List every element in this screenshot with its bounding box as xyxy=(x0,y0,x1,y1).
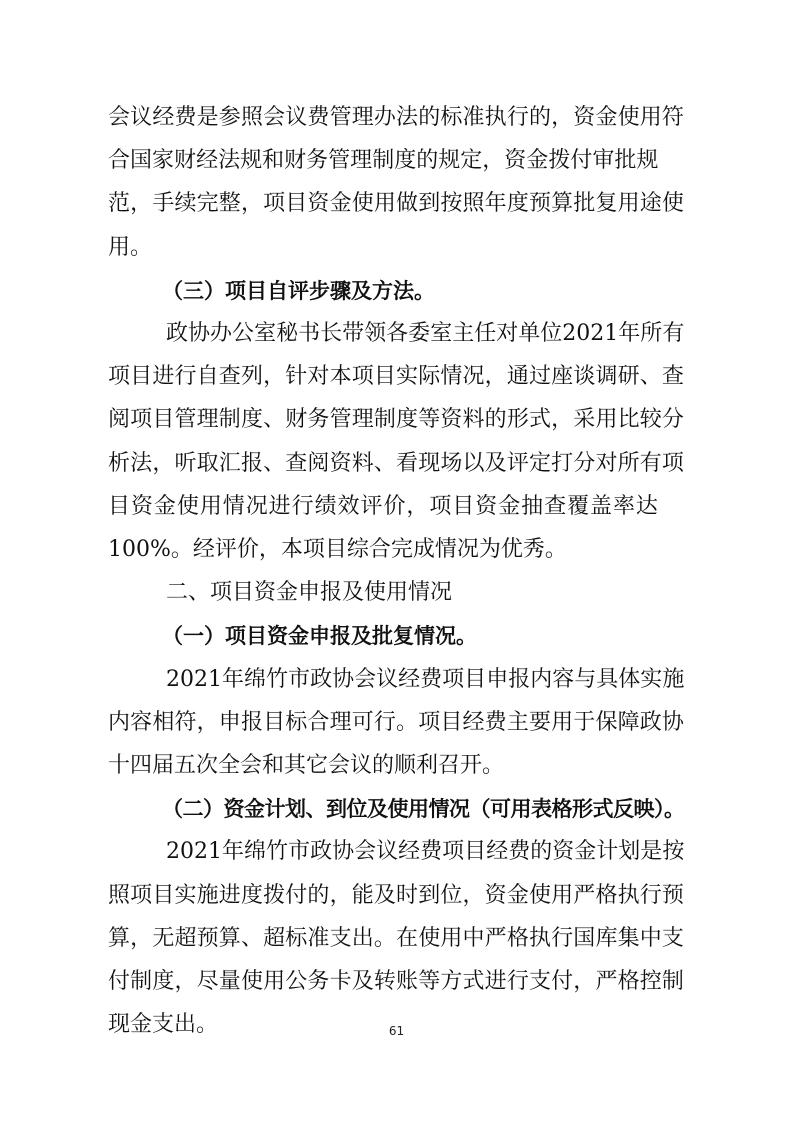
body-text-line: 内 容 相 符 ， 申 报 目 标 合 理 可 行 。 项 目 经 费 主 要 用 于 保 障 政 协 xyxy=(108,710,684,735)
body-text-line: 析 法 ， 听 取 汇 报 、 查 阅 资 料 、 看 现 场 以 及 评 定 打 分 对 所 有 项 xyxy=(108,451,684,476)
body-text-line: 项 目 进 行 自 查 列 ， 针 对 本 项 目 实 际 情 况 ， 通 过 座 谈 调 研 、 查 xyxy=(108,364,684,389)
body-text-line: 现金支出。 xyxy=(108,1012,219,1037)
body-text-line: 算 ， 无 超 预 算 、 超 标 准 支 出 。 在 使 用 中 严 格 执 行 国 库 集 中 支 xyxy=(108,926,684,951)
body-text-line: 付 制 度 ， 尽 量 使 用 公 务 卡 及 转 账 等 方 式 进 行 支 付 ， 严 格 控 制 xyxy=(108,969,684,994)
section-heading-1: （一）项目资金申报及批复情况。 xyxy=(162,624,477,648)
body-text-line: 合 国 家 财 经 法 规 和 财 务 管 理 制 度 的 规 定 ， 资 金 拨 付 审 批 规 xyxy=(108,148,659,173)
body-text-line: 范 ， 手 续 完 整 ， 项 目 资 金 使 用 做 到 按 照 年 度 预 算 批 复 用 途 使 xyxy=(108,191,684,216)
body-text-line: 十四届五次全会和其它会议的顺利召开。 xyxy=(108,753,505,778)
body-text-line: 阅 项 目 管 理 制 度 、 财 务 管 理 制 度 等 资 料 的 形 式 ， 采 用 比 较 分 xyxy=(108,407,684,432)
section-heading-2: （二）资金计划、到位及使用情况（可用表格形式反映）。 xyxy=(162,797,685,821)
body-text-line: 2 0 2 1 年 绵 竹 市 政 协 会 议 经 费 项 目 申 报 内 容 与 具 体 实 施 xyxy=(166,667,685,692)
section-heading-3: （三）项目自评步骤及方法。 xyxy=(162,279,435,303)
body-text-line: 100%。经评价，本项目综合完成情况为优秀。 xyxy=(108,537,567,562)
body-text-line: 政 协 办 公 室 秘 书 长 带 领 各 委 室 主 任 对 单 位 2 0 2 1 年 所 有 xyxy=(166,321,685,346)
page-number: 61 xyxy=(388,1024,405,1038)
body-text-line: 2 0 2 1 年 绵 竹 市 政 协 会 议 经 费 项 目 经 费 的 资 金 计 划 是 按 xyxy=(166,839,685,864)
body-text-line: 用。 xyxy=(108,235,153,260)
body-text-line: 照 项 目 实 施 进 度 拨 付 的 ， 能 及 时 到 位 ， 资 金 使 用 严 格 执 行 预 xyxy=(108,883,684,908)
body-text-line: 目 资 金 使 用 情 况 进 行 绩 效 评 价 ， 项 目 资 金 抽 查 覆 盖 率 达 xyxy=(108,494,658,519)
section-heading-2: 二、项目资金申报及使用情况 xyxy=(166,580,453,605)
body-text-line: 会 议 经 费 是 参 照 会 议 费 管 理 办 法 的 标 准 执 行 的 ， 资 金 使 用 符 xyxy=(108,105,684,130)
